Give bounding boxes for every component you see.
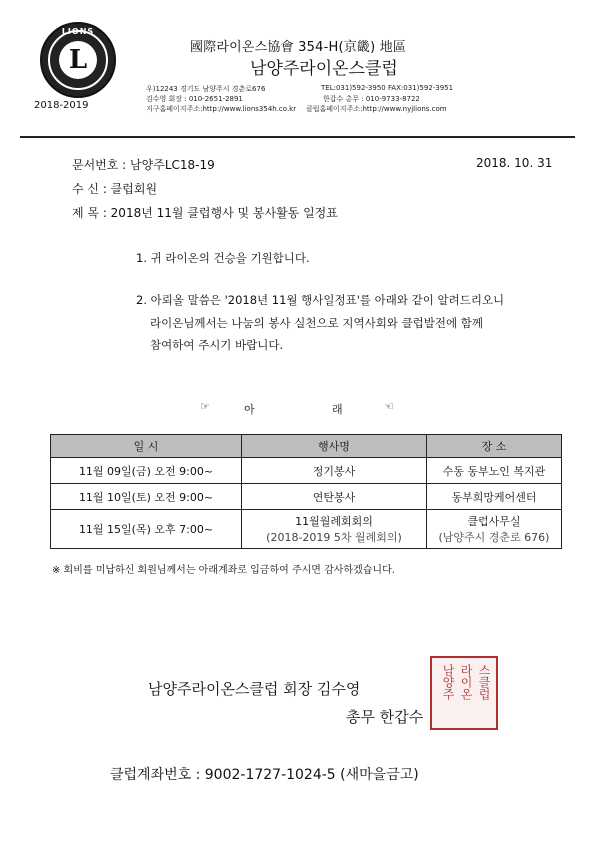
header-divider (20, 136, 575, 138)
district-site: 지구홈페이지주소:http://www.lions354h.co.kr (146, 105, 297, 113)
org-name-line1: 國際라이온스協會 354-H(京畿) 地區 (190, 40, 407, 55)
paragraph-2-line2: 라이온님께서는 나눔의 봉사 실천으로 지역사회와 클럽발전에 함께 (150, 316, 483, 330)
doc-number: 문서번호 : 남양주LC18-19 (72, 158, 215, 172)
row-place-cell (427, 510, 562, 549)
header-event: 행사명 (242, 435, 427, 458)
row-datetime: 11월 15일(목) 오후 7:00~ (51, 510, 242, 549)
signature-president: 남양주라이온스클럽 회장 김수영 (148, 680, 361, 698)
logo-letter: L (59, 41, 97, 79)
below-label-a: 아 (244, 403, 255, 416)
paragraph-1: 1. 귀 라이온의 건승을 기원합니다. (136, 251, 310, 265)
schedule-table (50, 434, 562, 549)
row-event: 정기봉사 (242, 458, 427, 484)
paragraph-2-line1: 2. 아뢰올 말씀은 '2018년 11월 행사일정표'를 아래와 같이 알려드리오니 (136, 293, 505, 307)
secretary-contact: 한갑수 총무 : 010-9733-8722 (323, 95, 420, 103)
pointing-hand-left-icon: ☞ (200, 400, 210, 413)
club-site: 클럽홈페이지주소:http://www.nyjlions.com (306, 105, 447, 113)
row-place: 클럽사무실 (467, 515, 521, 528)
row-event-sub: (2018-2019 5차 월례회의) (266, 531, 402, 544)
table-row (51, 484, 562, 510)
table-header-row (51, 435, 562, 458)
logo-text: LIONS (61, 27, 95, 36)
doc-date: 2018. 10. 31 (476, 156, 553, 170)
table-row (51, 510, 562, 549)
payment-note: ※ 회비를 미납하신 회원님께서는 아래계좌로 입금하여 주시면 감사하겠습니다. (52, 565, 395, 576)
org-name-line2: 남양주라이온스클럽 (250, 59, 398, 79)
row-event: 11월월례회회의 (295, 515, 373, 528)
row-event-cell (242, 510, 427, 549)
lions-logo (40, 22, 116, 98)
recipient: 수 신 : 클럽회원 (72, 182, 158, 196)
year-label: 2018-2019 (34, 100, 89, 111)
header-place: 장 소 (427, 435, 562, 458)
president-contact: 김수영 회장 : 010-2651-2891 (146, 95, 243, 103)
row-place: 수동 동부노인 복지관 (427, 458, 562, 484)
signature-secretary: 총무 한갑수 (346, 708, 424, 726)
subject: 제 목 : 2018년 11월 클럽행사 및 봉사활동 일정표 (72, 206, 338, 220)
row-event: 연탄봉사 (242, 484, 427, 510)
pointing-hand-right-icon: ☜ (384, 400, 394, 413)
row-place: 동부희망케어센터 (427, 484, 562, 510)
row-datetime: 11월 10일(토) 오전 9:00~ (51, 484, 242, 510)
header-datetime: 일 시 (51, 435, 242, 458)
row-datetime: 11월 09일(금) 오전 9:00~ (51, 458, 242, 484)
tel-fax: TEL:031)592-3950 FAX:031)592-3951 (321, 84, 454, 92)
table-row (51, 458, 562, 484)
below-label-b: 래 (332, 403, 343, 416)
bank-account: 클럽계좌번호 : 9002-1727-1024-5 (새마을금고) (110, 767, 419, 783)
address: 우)12243 경기도 남양주시 경춘로676 (146, 85, 266, 93)
official-seal: 남양주 라이온 스클럽 (430, 656, 498, 730)
row-place-sub: (남양주시 경춘로 676) (438, 531, 550, 544)
paragraph-2-line3: 참여하여 주시기 바랍니다. (150, 338, 284, 352)
